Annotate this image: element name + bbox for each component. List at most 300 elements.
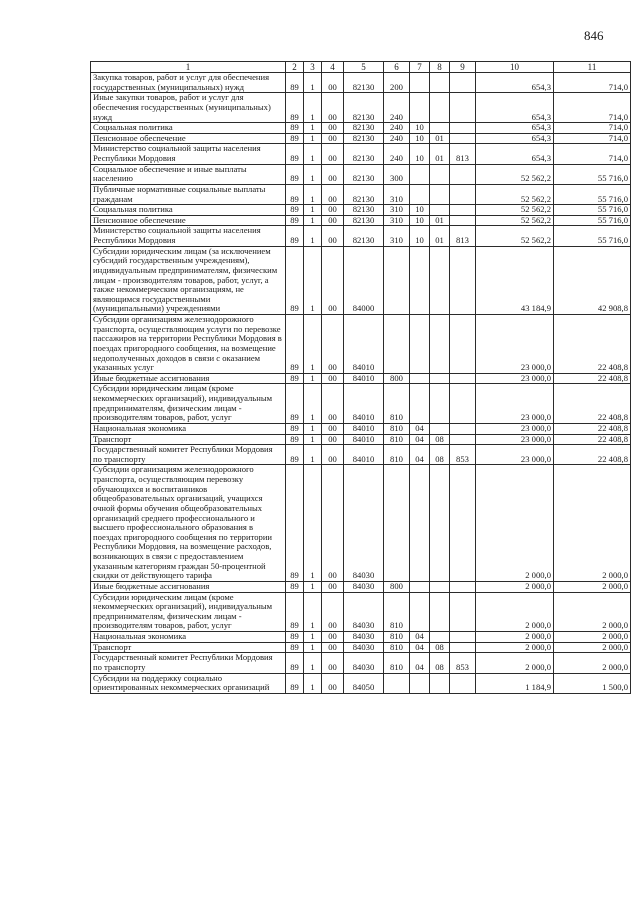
cell-col-5: 82130 <box>344 123 384 134</box>
cell-col-7: 04 <box>410 653 430 673</box>
cell-col-10: 23 000,0 <box>476 373 554 384</box>
cell-col-11: 2 000,0 <box>554 465 631 582</box>
table-row <box>91 123 631 134</box>
cell-col-9 <box>450 465 476 582</box>
cell-col-4: 00 <box>322 246 344 314</box>
cell-col-9 <box>450 434 476 445</box>
row-label: Субсидии организациям железнодорожного транспорта, осуществляющим перевозку обучающихся и воспитанников общеобразовательных организаций, учащихся очной формы обучения общеобразовательных организаций среднего профессионального и высшего профессионального образования в поездах пригородного сообщения по территории Республики Мордовия, на возмещение расходов, возникающих в связи с предоставлением указанным категориям граждан 50-процентной скидки от действующего тарифа <box>91 465 286 582</box>
cell-col-2: 89 <box>286 93 304 123</box>
cell-col-2: 89 <box>286 215 304 226</box>
cell-col-8 <box>430 384 450 424</box>
cell-col-11: 714,0 <box>554 73 631 93</box>
table-row <box>91 434 631 445</box>
cell-col-2: 89 <box>286 581 304 592</box>
cell-col-7 <box>410 93 430 123</box>
cell-col-7 <box>410 581 430 592</box>
cell-col-4: 00 <box>322 465 344 582</box>
cell-col-8 <box>430 164 450 184</box>
cell-col-10: 23 000,0 <box>476 423 554 434</box>
cell-col-10: 43 184,9 <box>476 246 554 314</box>
cell-col-4: 00 <box>322 73 344 93</box>
row-label: Субсидии организациям железнодорожного транспорта, осуществляющим услуги по перевозке пассажиров на территории Республики Мордовия в поездах пригородного сообщения, на возмещение недополученных доходов в связи с оказанием указанных услуг <box>91 315 286 374</box>
table-row <box>91 581 631 592</box>
cell-col-7: 10 <box>410 226 430 246</box>
table-row <box>91 653 631 673</box>
cell-col-10: 2 000,0 <box>476 581 554 592</box>
cell-col-7 <box>410 246 430 314</box>
cell-col-9 <box>450 205 476 216</box>
cell-col-8 <box>430 465 450 582</box>
cell-col-2: 89 <box>286 144 304 164</box>
cell-col-6 <box>384 673 410 693</box>
cell-col-4: 00 <box>322 315 344 374</box>
table-row <box>91 592 631 632</box>
cell-col-4: 00 <box>322 642 344 653</box>
budget-table <box>90 61 631 694</box>
cell-col-9 <box>450 93 476 123</box>
cell-col-11: 2 000,0 <box>554 632 631 643</box>
row-label: Субсидии юридическим лицам (кроме некоммерческих организаций), индивидуальным предпринимателям, физическим лицам - производителям товаров, работ, услуг <box>91 384 286 424</box>
cell-col-3: 1 <box>304 632 322 643</box>
cell-col-3: 1 <box>304 73 322 93</box>
cell-col-7: 04 <box>410 423 430 434</box>
cell-col-3: 1 <box>304 184 322 204</box>
column-header: 11 <box>554 62 631 73</box>
column-header: 10 <box>476 62 554 73</box>
cell-col-5: 84030 <box>344 465 384 582</box>
cell-col-6: 810 <box>384 434 410 445</box>
row-label: Национальная экономика <box>91 423 286 434</box>
row-label: Министерство социальной защиты населения Республики Мордовия <box>91 144 286 164</box>
cell-col-5: 82130 <box>344 73 384 93</box>
cell-col-5: 84030 <box>344 642 384 653</box>
cell-col-11: 55 716,0 <box>554 164 631 184</box>
column-header: 8 <box>430 62 450 73</box>
row-label: Национальная экономика <box>91 632 286 643</box>
cell-col-8 <box>430 315 450 374</box>
cell-col-6: 800 <box>384 373 410 384</box>
cell-col-8 <box>430 581 450 592</box>
table-row <box>91 205 631 216</box>
cell-col-9 <box>450 123 476 134</box>
cell-col-8 <box>430 205 450 216</box>
cell-col-11: 55 716,0 <box>554 205 631 216</box>
cell-col-5: 82130 <box>344 93 384 123</box>
cell-col-9: 853 <box>450 653 476 673</box>
cell-col-4: 00 <box>322 123 344 134</box>
cell-col-5: 82130 <box>344 215 384 226</box>
cell-col-6: 240 <box>384 133 410 144</box>
cell-col-4: 00 <box>322 673 344 693</box>
cell-col-3: 1 <box>304 164 322 184</box>
cell-col-4: 00 <box>322 93 344 123</box>
cell-col-11: 714,0 <box>554 133 631 144</box>
cell-col-5: 84010 <box>344 315 384 374</box>
cell-col-8: 08 <box>430 642 450 653</box>
cell-col-11: 22 408,8 <box>554 423 631 434</box>
cell-col-3: 1 <box>304 226 322 246</box>
cell-col-11: 1 500,0 <box>554 673 631 693</box>
cell-col-6: 810 <box>384 384 410 424</box>
cell-col-3: 1 <box>304 133 322 144</box>
cell-col-4: 00 <box>322 434 344 445</box>
column-header: 3 <box>304 62 322 73</box>
cell-col-8: 01 <box>430 133 450 144</box>
cell-col-7 <box>410 315 430 374</box>
column-header: 6 <box>384 62 410 73</box>
table-row <box>91 246 631 314</box>
cell-col-4: 00 <box>322 184 344 204</box>
cell-col-7 <box>410 164 430 184</box>
cell-col-5: 82130 <box>344 226 384 246</box>
cell-col-2: 89 <box>286 123 304 134</box>
row-label: Пенсионное обеспечение <box>91 133 286 144</box>
cell-col-6: 810 <box>384 592 410 632</box>
cell-col-10: 2 000,0 <box>476 465 554 582</box>
cell-col-5: 84010 <box>344 384 384 424</box>
cell-col-6: 810 <box>384 653 410 673</box>
cell-col-7: 10 <box>410 215 430 226</box>
cell-col-5: 84010 <box>344 373 384 384</box>
cell-col-5: 82130 <box>344 164 384 184</box>
cell-col-9 <box>450 133 476 144</box>
cell-col-8: 08 <box>430 434 450 445</box>
cell-col-2: 89 <box>286 673 304 693</box>
cell-col-6: 800 <box>384 581 410 592</box>
cell-col-3: 1 <box>304 653 322 673</box>
cell-col-11: 55 716,0 <box>554 226 631 246</box>
cell-col-7: 10 <box>410 144 430 164</box>
cell-col-11: 55 716,0 <box>554 184 631 204</box>
table-row <box>91 384 631 424</box>
cell-col-4: 00 <box>322 144 344 164</box>
cell-col-6: 310 <box>384 226 410 246</box>
cell-col-9 <box>450 632 476 643</box>
cell-col-4: 00 <box>322 632 344 643</box>
cell-col-8 <box>430 93 450 123</box>
cell-col-2: 89 <box>286 373 304 384</box>
cell-col-6 <box>384 465 410 582</box>
cell-col-7: 10 <box>410 205 430 216</box>
cell-col-10: 52 562,2 <box>476 226 554 246</box>
cell-col-2: 89 <box>286 184 304 204</box>
row-label: Транспорт <box>91 434 286 445</box>
row-label: Государственный комитет Республики Мордовия по транспорту <box>91 653 286 673</box>
table-row <box>91 673 631 693</box>
cell-col-5: 84030 <box>344 581 384 592</box>
table-body <box>91 73 631 694</box>
cell-col-8 <box>430 673 450 693</box>
cell-col-4: 00 <box>322 226 344 246</box>
cell-col-10: 654,3 <box>476 133 554 144</box>
cell-col-9 <box>450 642 476 653</box>
table-row <box>91 93 631 123</box>
cell-col-9 <box>450 384 476 424</box>
cell-col-2: 89 <box>286 434 304 445</box>
cell-col-7 <box>410 673 430 693</box>
cell-col-10: 52 562,2 <box>476 184 554 204</box>
cell-col-7 <box>410 465 430 582</box>
column-header: 7 <box>410 62 430 73</box>
cell-col-7: 04 <box>410 642 430 653</box>
column-header: 9 <box>450 62 476 73</box>
row-label: Субсидии юридическим лицам (кроме некоммерческих организаций), индивидуальным предпринимателям, физическим лицам - производителям товаров, работ, услуг <box>91 592 286 632</box>
cell-col-3: 1 <box>304 373 322 384</box>
cell-col-9: 813 <box>450 226 476 246</box>
cell-col-11: 2 000,0 <box>554 592 631 632</box>
cell-col-10: 52 562,2 <box>476 164 554 184</box>
cell-col-3: 1 <box>304 315 322 374</box>
row-label: Публичные нормативные социальные выплаты гражданам <box>91 184 286 204</box>
row-label: Государственный комитет Республики Мордовия по транспорту <box>91 445 286 465</box>
cell-col-2: 89 <box>286 642 304 653</box>
cell-col-7 <box>410 592 430 632</box>
cell-col-2: 89 <box>286 164 304 184</box>
cell-col-9 <box>450 581 476 592</box>
cell-col-8: 01 <box>430 226 450 246</box>
cell-col-3: 1 <box>304 123 322 134</box>
cell-col-10: 23 000,0 <box>476 434 554 445</box>
cell-col-11: 22 408,8 <box>554 384 631 424</box>
cell-col-3: 1 <box>304 205 322 216</box>
cell-col-11: 22 408,8 <box>554 434 631 445</box>
cell-col-5: 84030 <box>344 653 384 673</box>
row-label: Транспорт <box>91 642 286 653</box>
cell-col-7: 04 <box>410 632 430 643</box>
cell-col-3: 1 <box>304 423 322 434</box>
row-label: Субсидии на поддержку социально ориентированных некоммерческих организаций <box>91 673 286 693</box>
row-label: Иные бюджетные ассигнования <box>91 581 286 592</box>
cell-col-9: 853 <box>450 445 476 465</box>
cell-col-3: 1 <box>304 465 322 582</box>
column-header: 4 <box>322 62 344 73</box>
cell-col-6: 300 <box>384 164 410 184</box>
cell-col-5: 84030 <box>344 632 384 643</box>
cell-col-3: 1 <box>304 144 322 164</box>
cell-col-9 <box>450 73 476 93</box>
cell-col-8 <box>430 73 450 93</box>
cell-col-5: 84030 <box>344 592 384 632</box>
cell-col-5: 84010 <box>344 434 384 445</box>
cell-col-11: 714,0 <box>554 93 631 123</box>
cell-col-9 <box>450 184 476 204</box>
cell-col-2: 89 <box>286 226 304 246</box>
cell-col-4: 00 <box>322 164 344 184</box>
cell-col-9 <box>450 164 476 184</box>
cell-col-6: 310 <box>384 184 410 204</box>
cell-col-2: 89 <box>286 465 304 582</box>
cell-col-9 <box>450 673 476 693</box>
row-label: Иные бюджетные ассигнования <box>91 373 286 384</box>
cell-col-2: 89 <box>286 246 304 314</box>
cell-col-5: 84010 <box>344 423 384 434</box>
cell-col-7: 04 <box>410 434 430 445</box>
cell-col-11: 714,0 <box>554 123 631 134</box>
cell-col-7: 10 <box>410 133 430 144</box>
cell-col-7 <box>410 384 430 424</box>
cell-col-8 <box>430 184 450 204</box>
cell-col-6 <box>384 246 410 314</box>
cell-col-6: 810 <box>384 423 410 434</box>
cell-col-7 <box>410 184 430 204</box>
column-header: 5 <box>344 62 384 73</box>
cell-col-8: 08 <box>430 653 450 673</box>
cell-col-10: 23 000,0 <box>476 315 554 374</box>
cell-col-4: 00 <box>322 592 344 632</box>
cell-col-10: 654,3 <box>476 93 554 123</box>
cell-col-2: 89 <box>286 205 304 216</box>
row-label: Социальная политика <box>91 205 286 216</box>
cell-col-3: 1 <box>304 673 322 693</box>
cell-col-6 <box>384 315 410 374</box>
row-label: Пенсионное обеспечение <box>91 215 286 226</box>
cell-col-11: 42 908,8 <box>554 246 631 314</box>
cell-col-8: 08 <box>430 445 450 465</box>
table-row <box>91 445 631 465</box>
row-label: Министерство социальной защиты населения Республики Мордовия <box>91 226 286 246</box>
cell-col-4: 00 <box>322 653 344 673</box>
cell-col-2: 89 <box>286 592 304 632</box>
cell-col-3: 1 <box>304 93 322 123</box>
cell-col-3: 1 <box>304 384 322 424</box>
cell-col-9 <box>450 246 476 314</box>
cell-col-2: 89 <box>286 632 304 643</box>
cell-col-10: 23 000,0 <box>476 384 554 424</box>
cell-col-7: 10 <box>410 123 430 134</box>
cell-col-10: 2 000,0 <box>476 632 554 643</box>
cell-col-5: 84050 <box>344 673 384 693</box>
cell-col-4: 00 <box>322 581 344 592</box>
cell-col-11: 55 716,0 <box>554 215 631 226</box>
row-label: Социальное обеспечение и иные выплаты населению <box>91 164 286 184</box>
cell-col-2: 89 <box>286 423 304 434</box>
cell-col-6: 310 <box>384 205 410 216</box>
cell-col-3: 1 <box>304 592 322 632</box>
cell-col-3: 1 <box>304 434 322 445</box>
row-label: Социальная политика <box>91 123 286 134</box>
table-row <box>91 144 631 164</box>
cell-col-4: 00 <box>322 384 344 424</box>
cell-col-10: 52 562,2 <box>476 205 554 216</box>
cell-col-11: 22 408,8 <box>554 373 631 384</box>
cell-col-6: 810 <box>384 445 410 465</box>
cell-col-8 <box>430 246 450 314</box>
cell-col-10: 52 562,2 <box>476 215 554 226</box>
column-header: 1 <box>91 62 286 73</box>
table-row <box>91 632 631 643</box>
cell-col-4: 00 <box>322 423 344 434</box>
cell-col-8 <box>430 423 450 434</box>
cell-col-11: 2 000,0 <box>554 642 631 653</box>
table-row <box>91 73 631 93</box>
column-header: 2 <box>286 62 304 73</box>
table-row <box>91 164 631 184</box>
cell-col-11: 22 408,8 <box>554 445 631 465</box>
table-row <box>91 184 631 204</box>
cell-col-8 <box>430 373 450 384</box>
cell-col-8: 01 <box>430 215 450 226</box>
cell-col-5: 82130 <box>344 144 384 164</box>
cell-col-4: 00 <box>322 373 344 384</box>
table-row <box>91 315 631 374</box>
cell-col-3: 1 <box>304 445 322 465</box>
cell-col-9 <box>450 423 476 434</box>
cell-col-5: 82130 <box>344 205 384 216</box>
table-row <box>91 465 631 582</box>
cell-col-10: 654,3 <box>476 123 554 134</box>
cell-col-10: 654,3 <box>476 73 554 93</box>
cell-col-4: 00 <box>322 445 344 465</box>
cell-col-9 <box>450 215 476 226</box>
cell-col-6: 310 <box>384 215 410 226</box>
cell-col-3: 1 <box>304 581 322 592</box>
cell-col-10: 23 000,0 <box>476 445 554 465</box>
cell-col-9 <box>450 373 476 384</box>
cell-col-7 <box>410 73 430 93</box>
cell-col-7: 04 <box>410 445 430 465</box>
cell-col-5: 84010 <box>344 445 384 465</box>
cell-col-2: 89 <box>286 653 304 673</box>
cell-col-8 <box>430 632 450 643</box>
cell-col-3: 1 <box>304 246 322 314</box>
cell-col-6: 810 <box>384 632 410 643</box>
table-row <box>91 423 631 434</box>
cell-col-7 <box>410 373 430 384</box>
cell-col-11: 2 000,0 <box>554 581 631 592</box>
cell-col-2: 89 <box>286 315 304 374</box>
cell-col-10: 2 000,0 <box>476 642 554 653</box>
table-header-row <box>91 62 631 73</box>
cell-col-4: 00 <box>322 215 344 226</box>
cell-col-5: 82130 <box>344 133 384 144</box>
page-number: 846 <box>584 28 604 43</box>
cell-col-5: 84000 <box>344 246 384 314</box>
cell-col-8 <box>430 123 450 134</box>
cell-col-2: 89 <box>286 133 304 144</box>
table-row <box>91 133 631 144</box>
cell-col-9 <box>450 592 476 632</box>
cell-col-2: 89 <box>286 384 304 424</box>
cell-col-6: 240 <box>384 144 410 164</box>
cell-col-2: 89 <box>286 445 304 465</box>
cell-col-5: 82130 <box>344 184 384 204</box>
table-row <box>91 226 631 246</box>
cell-col-11: 22 408,8 <box>554 315 631 374</box>
table-row <box>91 215 631 226</box>
table-row <box>91 642 631 653</box>
cell-col-4: 00 <box>322 133 344 144</box>
cell-col-6: 240 <box>384 93 410 123</box>
cell-col-10: 654,3 <box>476 144 554 164</box>
cell-col-6: 810 <box>384 642 410 653</box>
cell-col-8: 01 <box>430 144 450 164</box>
cell-col-10: 2 000,0 <box>476 653 554 673</box>
cell-col-6: 200 <box>384 73 410 93</box>
cell-col-9: 813 <box>450 144 476 164</box>
row-label: Закупка товаров, работ и услуг для обеспечения государственных (муниципальных) нужд <box>91 73 286 93</box>
cell-col-8 <box>430 592 450 632</box>
cell-col-11: 714,0 <box>554 144 631 164</box>
cell-col-2: 89 <box>286 73 304 93</box>
cell-col-10: 1 184,9 <box>476 673 554 693</box>
cell-col-9 <box>450 315 476 374</box>
table-row <box>91 373 631 384</box>
row-label: Субсидии юридическим лицам (за исключением субсидий государственным учреждениям), индивидуальным предпринимателям, физическим лицам - производителям товаров, работ, услуг, а также некоммерческим организациям, не являющимся государственными (муниципальными) учреждениями <box>91 246 286 314</box>
cell-col-6: 240 <box>384 123 410 134</box>
cell-col-3: 1 <box>304 215 322 226</box>
cell-col-11: 2 000,0 <box>554 653 631 673</box>
cell-col-10: 2 000,0 <box>476 592 554 632</box>
